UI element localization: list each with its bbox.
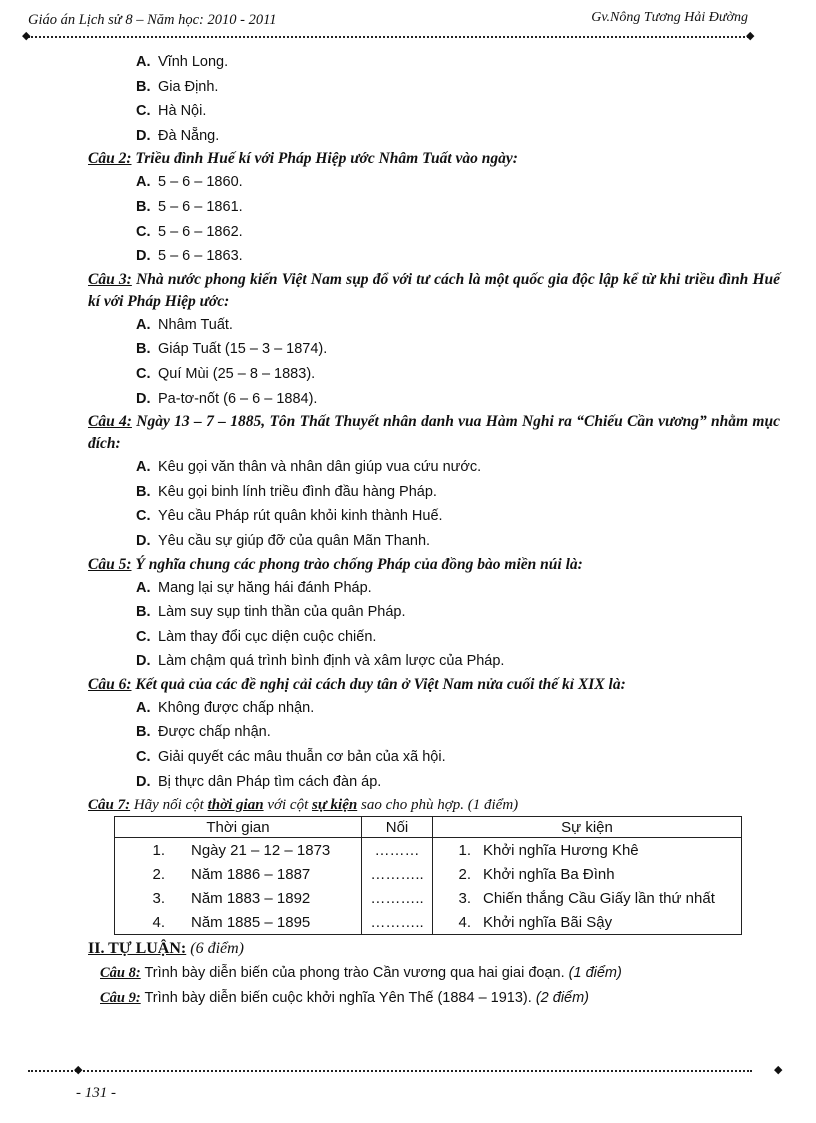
essay-question	[100, 986, 780, 1011]
option-key: D.	[136, 390, 151, 407]
option-text: Kêu gọi văn thân và nhân dân giúp vua cứu nước.	[158, 459, 482, 476]
prompt-text: Hãy nối cột	[133, 797, 204, 814]
event-value: Khởi nghĩa Bãi Sậy	[483, 913, 613, 931]
option-key: C.	[136, 749, 151, 766]
table-row	[115, 886, 742, 910]
option	[136, 99, 780, 124]
event-value: Khởi nghĩa Ba Đình	[483, 865, 615, 883]
option-text: Hà Nội.	[158, 103, 207, 120]
row-number: 4.	[152, 913, 165, 931]
option	[136, 720, 780, 745]
time-cell	[115, 862, 362, 886]
option	[136, 50, 780, 75]
option	[136, 220, 780, 245]
event-value: Khởi nghĩa Hương Khê	[483, 841, 639, 859]
question-3-prompt	[88, 269, 780, 313]
option-key: D.	[136, 248, 151, 265]
question-label: Câu 8:	[100, 965, 141, 982]
option	[136, 504, 780, 529]
option-text: 5 – 6 – 1863.	[158, 248, 243, 265]
question-6-prompt	[88, 674, 780, 696]
option-key: C.	[136, 365, 151, 382]
footer-divider	[28, 1070, 752, 1072]
option-text: Đà Nẵng.	[158, 127, 220, 144]
event-value: Chiến thắng Cầu Giấy lần thứ nhất	[483, 889, 715, 907]
prompt-text: với cột	[267, 797, 309, 814]
connect-blank: ………..	[362, 862, 433, 886]
question-7-prompt	[88, 794, 780, 816]
option-text: Làm chậm quá trình bình định và xâm lược của Pháp.	[158, 653, 505, 670]
option-key: B.	[136, 604, 151, 621]
option	[136, 625, 780, 650]
option	[136, 649, 780, 674]
section-essay-heading	[88, 937, 780, 961]
matching-table	[114, 816, 742, 935]
header-teacher-name: Gv.Nông Tương Hải Đường	[591, 10, 748, 25]
event-cell	[433, 838, 742, 863]
points: (2 điểm)	[535, 990, 590, 1007]
question-label: Câu 5:	[88, 555, 132, 573]
option-text: Làm thay đổi cục diện cuộc chiến.	[158, 628, 377, 645]
option	[136, 313, 780, 338]
option-key: A.	[136, 174, 151, 191]
option-text: Vĩnh Long.	[158, 54, 229, 70]
option	[136, 696, 780, 721]
event-number: 4.	[458, 913, 471, 931]
option-key: A.	[136, 54, 151, 70]
prompt-emphasis: thời gian	[207, 797, 264, 814]
question-text: Kết quả của các đề nghị cải cách duy tân ở Việt Nam nửa cuối thế kỉ XIX là:	[135, 675, 626, 693]
question-text: Trình bày diễn biến cuộc khởi nghĩa Yên Thế (1884 – 1913).	[144, 990, 532, 1007]
option-key: D.	[136, 532, 151, 549]
column-header-event: Sự kiện	[433, 817, 742, 838]
option-key: D.	[136, 653, 151, 670]
option	[136, 195, 780, 220]
option-text: Không được chấp nhận.	[158, 699, 315, 716]
row-number: 3.	[152, 889, 165, 907]
section-points: (6 điểm)	[190, 940, 244, 958]
diamond-icon: ◆	[22, 30, 31, 42]
time-cell	[115, 886, 362, 910]
option-text: Làm suy sụp tinh thần của quân Pháp.	[158, 604, 406, 621]
option-text: 5 – 6 – 1861.	[158, 198, 243, 215]
question-text: Ý nghĩa chung các phong trào chống Pháp của đồng bào miền núi là:	[135, 555, 583, 573]
points: (1 điểm)	[568, 965, 622, 982]
page-header	[28, 8, 748, 34]
option-key: B.	[136, 198, 151, 215]
question-text: Trình bày diễn biến của phong trào Cần vương qua hai giai đoạn.	[144, 965, 565, 982]
option-text: Pa-tơ-nốt (6 – 6 – 1884).	[158, 390, 318, 407]
time-value: Ngày 21 – 12 – 1873	[191, 841, 331, 859]
event-number: 1.	[458, 841, 471, 859]
option-key: C.	[136, 103, 151, 120]
event-cell	[433, 862, 742, 886]
event-number: 2.	[458, 865, 471, 883]
option-key: C.	[136, 223, 151, 240]
event-cell	[433, 910, 742, 935]
option	[136, 529, 780, 554]
connect-blank: ………	[362, 838, 433, 863]
option-text: Kêu gọi binh lính triều đình đầu hàng Pháp.	[158, 483, 437, 500]
option	[136, 455, 780, 480]
option-key: B.	[136, 724, 151, 741]
option	[136, 576, 780, 601]
time-value: Năm 1885 – 1895	[191, 913, 311, 931]
question-2-prompt	[88, 148, 780, 170]
option	[136, 387, 780, 412]
q1-options	[88, 50, 780, 148]
question-label: Câu 6:	[88, 675, 132, 693]
option	[136, 600, 780, 625]
diamond-icon: ◆	[74, 1064, 83, 1076]
question-text: Nhà nước phong kiến Việt Nam sụp đổ với tư cách là một quốc gia độc lập kể từ khi triều đình Huế kí với Pháp Hiệp ước:	[88, 270, 780, 310]
option-text: Giáp Tuất (15 – 3 – 1874).	[158, 341, 328, 358]
row-number: 1.	[152, 841, 165, 859]
option	[136, 75, 780, 100]
option	[136, 362, 780, 387]
option-key: C.	[136, 628, 151, 645]
question-5-prompt	[88, 554, 780, 576]
question-label: Câu 2:	[88, 150, 132, 168]
question-label: Câu 3:	[88, 270, 132, 288]
option-key: B.	[136, 483, 151, 500]
option-key: B.	[136, 341, 151, 358]
table-row	[115, 862, 742, 886]
row-number: 2.	[152, 865, 165, 883]
table-row	[115, 838, 742, 863]
option-text: Gia Định.	[158, 78, 219, 95]
question-list	[88, 148, 780, 794]
option-key: C.	[136, 508, 151, 525]
diamond-icon: ◆	[774, 1064, 783, 1076]
table-header-row	[115, 817, 742, 838]
header-divider	[28, 36, 752, 38]
option-text: Yêu cầu sự giúp đỡ của quân Mãn Thanh.	[158, 532, 431, 549]
option	[136, 745, 780, 770]
header-course-title: Giáo án Lịch sử 8 – Năm học: 2010 - 2011	[28, 12, 277, 28]
page-number: - 131 -	[76, 1085, 116, 1101]
option-key: A.	[136, 579, 151, 596]
question-label: Câu 4:	[88, 413, 132, 431]
diamond-icon: ◆	[746, 30, 755, 42]
question-label: Câu 7:	[88, 797, 131, 814]
option-text: 5 – 6 – 1862.	[158, 223, 243, 240]
option	[136, 170, 780, 195]
event-cell	[433, 886, 742, 910]
question-text: Triều đình Huế kí với Pháp Hiệp ước Nhâm Tuất vào ngày:	[135, 150, 518, 168]
time-cell	[115, 910, 362, 935]
option	[136, 124, 780, 149]
option-text: Yêu cầu Pháp rút quân khỏi kinh thành Huế.	[158, 508, 443, 525]
question-label: Câu 9:	[100, 990, 141, 1007]
option-key: B.	[136, 78, 151, 95]
section-title: II. TỰ LUẬN:	[88, 940, 187, 958]
option-text: Mang lại sự hăng hái đánh Pháp.	[158, 579, 372, 596]
connect-blank: ………..	[362, 886, 433, 910]
option	[136, 480, 780, 505]
option-text: Giải quyết các mâu thuẫn cơ bản của xã hội.	[158, 749, 446, 766]
option-text: Nhâm Tuất.	[158, 316, 233, 333]
column-header-connect: Nối	[362, 817, 433, 838]
question-content	[88, 50, 780, 1011]
option-text: Bị thực dân Pháp tìm cách đàn áp.	[158, 773, 382, 790]
event-number: 3.	[458, 889, 471, 907]
points: (1 điểm)	[467, 797, 519, 814]
option-text: Quí Mùi (25 – 8 – 1883).	[158, 365, 316, 382]
option-key: A.	[136, 459, 151, 476]
column-header-time: Thời gian	[115, 817, 362, 838]
question-text: Ngày 13 – 7 – 1885, Tôn Thất Thuyết nhân danh vua Hàm Nghi ra “Chiếu Cần vương” nhằm mục đích:	[88, 413, 780, 453]
connect-blank: ………..	[362, 910, 433, 935]
table-row	[115, 910, 742, 935]
option	[136, 244, 780, 269]
time-cell	[115, 838, 362, 863]
option	[136, 337, 780, 362]
prompt-emphasis: sự kiện	[311, 797, 358, 814]
option-text: Được chấp nhận.	[158, 724, 271, 741]
option-key: A.	[136, 316, 151, 333]
time-value: Năm 1883 – 1892	[191, 889, 311, 907]
option-key: D.	[136, 773, 151, 790]
essay-question	[100, 961, 780, 986]
prompt-text: sao cho phù hợp.	[360, 797, 464, 814]
option	[136, 770, 780, 795]
option-key: A.	[136, 699, 151, 716]
question-4-prompt	[88, 411, 780, 455]
option-key: D.	[136, 127, 151, 144]
time-value: Năm 1886 – 1887	[191, 865, 311, 883]
option-text: 5 – 6 – 1860.	[158, 174, 243, 191]
